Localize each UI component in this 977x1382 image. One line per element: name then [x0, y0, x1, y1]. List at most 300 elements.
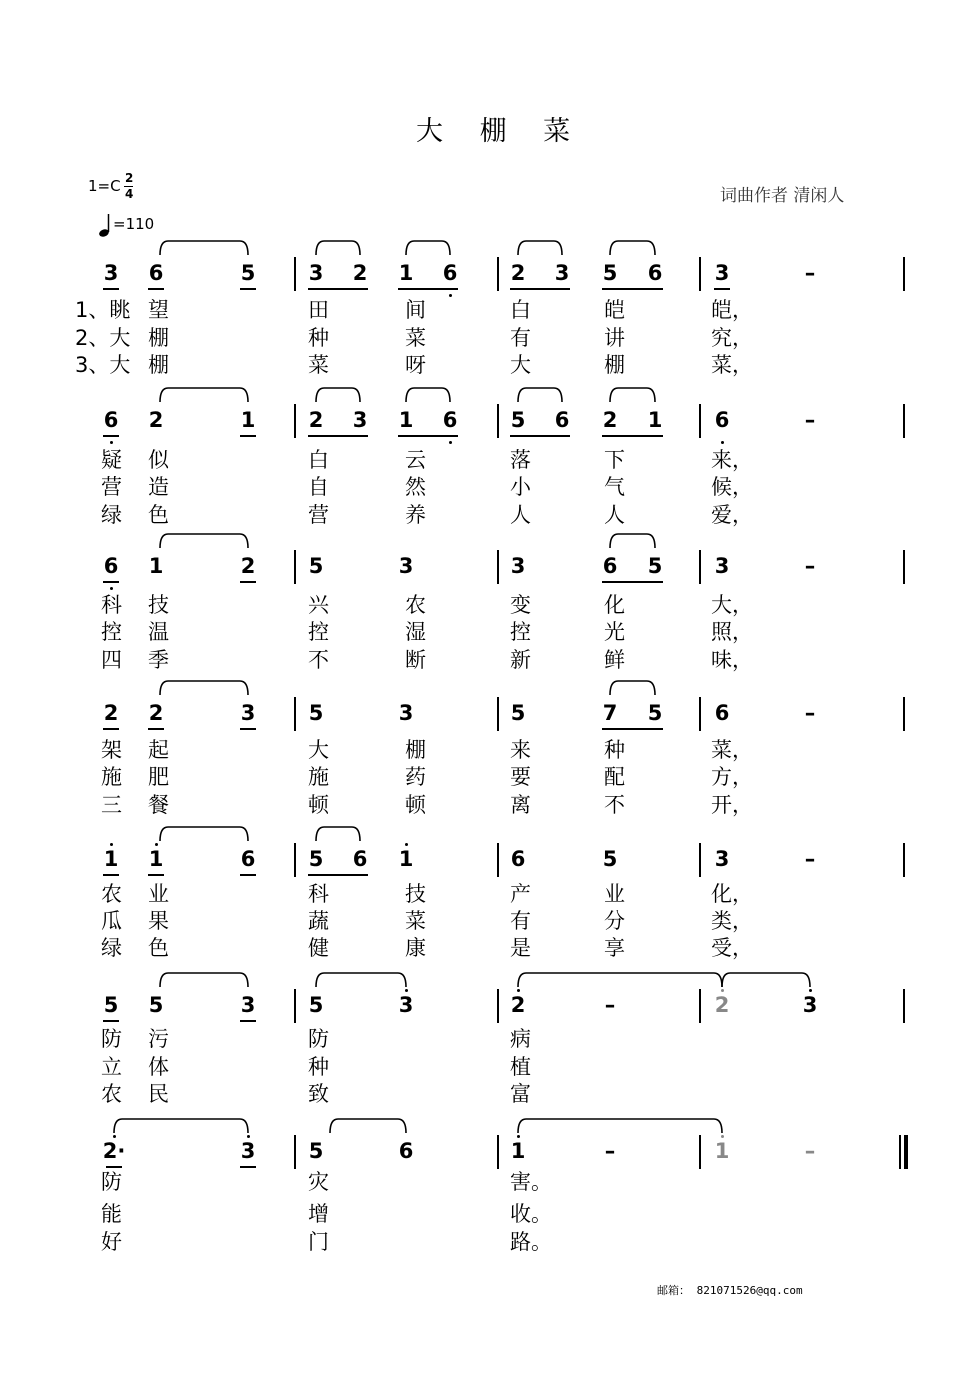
- lyric-syllable: 似: [148, 448, 169, 472]
- jianpu-note: 2: [308, 408, 324, 432]
- bar-line: [294, 843, 296, 877]
- lyric-syllable: 色: [148, 503, 169, 527]
- lyric-syllable: 是: [510, 936, 531, 960]
- beam-underline: [148, 288, 164, 290]
- jianpu-note: 2: [602, 408, 618, 432]
- lyric-syllable: 受，: [711, 936, 753, 960]
- beam-underline: [103, 581, 119, 583]
- jianpu-note: 3: [714, 554, 730, 578]
- bar-line: [497, 257, 499, 291]
- lyric-syllable: 菜: [405, 909, 426, 933]
- octave-up-dot: [155, 843, 158, 846]
- lyric-syllable: 鲜: [604, 648, 625, 672]
- jianpu-note: 6: [103, 554, 119, 578]
- lyric-syllable: 技: [148, 593, 169, 617]
- lyric-syllable: 来，: [711, 448, 753, 472]
- lyric-syllable: 架: [101, 738, 122, 762]
- tempo-marking: =110: [113, 215, 155, 233]
- jianpu-note: –: [804, 701, 816, 725]
- jianpu-note: 6: [442, 408, 458, 432]
- bar-line: [699, 257, 701, 291]
- slur-arc: [160, 388, 248, 402]
- lyric-syllable: 能: [101, 1202, 122, 1226]
- beam-underline: [240, 1020, 256, 1022]
- jianpu-note: 1: [103, 847, 119, 871]
- lyric-syllable: 棚: [148, 326, 169, 350]
- jianpu-note: 5: [510, 408, 526, 432]
- author-credit: 词曲作者 清闲人: [720, 186, 845, 206]
- jianpu-note: 2: [240, 554, 256, 578]
- lyric-syllable: 果: [148, 909, 169, 933]
- lyric-syllable: 棚: [604, 353, 625, 377]
- lyric-syllable: 造: [148, 475, 169, 499]
- lyric-syllable: 温: [148, 620, 169, 644]
- bar-line: [699, 1135, 701, 1169]
- lyric-syllable: 自: [308, 475, 329, 499]
- lyric-syllable: 绿: [101, 936, 122, 960]
- lyric-syllable: 餐: [148, 793, 169, 817]
- lyric-syllable: 菜，: [711, 353, 753, 377]
- octave-up-dot: [113, 1135, 116, 1138]
- lyric-syllable: 富: [510, 1082, 531, 1106]
- lyric-syllable: 防: [308, 1027, 329, 1051]
- key-signature: 1=C: [88, 177, 121, 195]
- lyric-syllable: 变: [510, 593, 531, 617]
- jianpu-note: 6: [352, 847, 368, 871]
- lyric-syllable: 然: [405, 475, 426, 499]
- lyric-syllable: 路。: [510, 1230, 552, 1254]
- jianpu-note: –: [804, 554, 816, 578]
- lyric-syllable: 健: [308, 936, 329, 960]
- jianpu-note: 6: [714, 701, 730, 725]
- jianpu-note: 3: [398, 701, 414, 725]
- beam-underline: [602, 435, 663, 437]
- lyric-syllable: 光: [604, 620, 625, 644]
- bar-line: [497, 989, 499, 1023]
- beam-underline: [240, 728, 256, 730]
- lyric-syllable: 皑: [604, 298, 625, 322]
- slur-arc: [406, 241, 450, 255]
- beam-underline: [602, 581, 663, 583]
- bar-line: [903, 257, 905, 291]
- lyric-syllable: 污: [148, 1027, 169, 1051]
- lyric-syllable: 菜: [405, 326, 426, 350]
- beam-underline: [240, 1166, 256, 1168]
- jianpu-note: 1: [148, 554, 164, 578]
- lyric-syllable: 技: [405, 882, 426, 906]
- lyric-syllable: 业: [604, 882, 625, 906]
- jianpu-note: 2: [510, 993, 526, 1017]
- lyric-syllable: 有: [510, 909, 531, 933]
- jianpu-note: 3: [240, 701, 256, 725]
- lyric-syllable: 植: [510, 1055, 531, 1079]
- lyric-syllable: 田: [308, 298, 329, 322]
- lyric-syllable: 照，: [711, 620, 753, 644]
- lyric-syllable: 起: [148, 738, 169, 762]
- slur-arc: [160, 241, 248, 255]
- lyric-syllable: 呀: [405, 353, 426, 377]
- slur-arc: [316, 827, 360, 841]
- lyric-syllable: 营: [101, 475, 122, 499]
- lyric-syllable: 好: [101, 1230, 122, 1254]
- lyric-syllable: 色: [148, 936, 169, 960]
- final-bar-line: [899, 1135, 901, 1169]
- bar-line: [497, 843, 499, 877]
- jianpu-note: 3: [714, 261, 730, 285]
- jianpu-note: 5: [602, 261, 618, 285]
- slur-arc: [610, 681, 655, 695]
- lyric-syllable: 新: [510, 648, 531, 672]
- jianpu-note: 2: [148, 408, 164, 432]
- slur-arc: [518, 1119, 722, 1133]
- lyric-syllable: 讲: [604, 326, 625, 350]
- jianpu-note: –: [804, 847, 816, 871]
- beam-underline: [602, 728, 663, 730]
- octave-up-dot: [809, 989, 812, 992]
- lyric-syllable: 控: [101, 620, 122, 644]
- jianpu-note: 6: [714, 408, 730, 432]
- lyric-syllable: 药: [405, 765, 426, 789]
- octave-up-dot: [721, 989, 724, 992]
- lyric-syllable: 种: [308, 1055, 329, 1079]
- time-signature-denominator: 4: [125, 187, 134, 201]
- lyric-syllable: 防: [101, 1170, 122, 1194]
- lyric-syllable: 3、大: [75, 353, 131, 377]
- lyric-syllable: 农: [405, 593, 426, 617]
- lyric-syllable: 种: [308, 326, 329, 350]
- jianpu-note: 6: [398, 1139, 414, 1163]
- lyric-syllable: 体: [148, 1055, 169, 1079]
- beam-underline: [308, 435, 368, 437]
- jianpu-note: 6: [554, 408, 570, 432]
- beam-underline: [308, 288, 368, 290]
- slur-arc: [610, 241, 655, 255]
- lyric-syllable: 要: [510, 765, 531, 789]
- jianpu-note: 6: [647, 261, 663, 285]
- lyric-syllable: 农: [101, 1082, 122, 1106]
- lyric-syllable: 类，: [711, 909, 753, 933]
- lyric-syllable: 白: [510, 298, 531, 322]
- jianpu-note: 2: [714, 993, 730, 1017]
- lyric-syllable: 人: [604, 503, 625, 527]
- lyric-syllable: 大: [308, 738, 329, 762]
- slur-arc: [160, 534, 248, 548]
- slur-arc: [518, 973, 722, 987]
- lyric-syllable: 候，: [711, 475, 753, 499]
- lyric-syllable: 来: [510, 738, 531, 762]
- slur-arc: [518, 241, 562, 255]
- jianpu-note: 3: [510, 554, 526, 578]
- lyric-syllable: 立: [101, 1055, 122, 1079]
- jianpu-note: 1: [398, 261, 414, 285]
- slur-arc: [610, 388, 655, 402]
- lyric-syllable: 味，: [711, 648, 753, 672]
- jianpu-note: 3: [398, 554, 414, 578]
- lyric-syllable: 化，: [711, 882, 753, 906]
- jianpu-note: 2: [148, 701, 164, 725]
- jianpu-note: 5: [602, 847, 618, 871]
- octave-up-dot: [721, 1135, 724, 1138]
- bar-line: [294, 989, 296, 1023]
- lyric-syllable: 季: [148, 648, 169, 672]
- lyric-syllable: 疑: [101, 448, 122, 472]
- lyric-syllable: 棚: [148, 353, 169, 377]
- lyric-syllable: 究，: [711, 326, 753, 350]
- octave-up-dot: [110, 843, 113, 846]
- jianpu-note: 2: [352, 261, 368, 285]
- lyric-syllable: 云: [405, 448, 426, 472]
- jianpu-note: 3: [802, 993, 818, 1017]
- jianpu-note: 5: [308, 993, 324, 1017]
- bar-line: [294, 550, 296, 584]
- beam-underline: [106, 1166, 122, 1168]
- jianpu-note: 6: [103, 408, 119, 432]
- jianpu-note: –: [804, 261, 816, 285]
- octave-down-dot: [721, 441, 724, 444]
- jianpu-note: 6: [148, 261, 164, 285]
- beam-underline: [103, 874, 119, 876]
- beam-underline: [714, 288, 730, 290]
- jianpu-note: 6: [602, 554, 618, 578]
- final-bar-line-thick: [904, 1135, 908, 1169]
- jianpu-note: –: [604, 1139, 616, 1163]
- bar-line: [903, 989, 905, 1023]
- octave-down-dot: [110, 441, 113, 444]
- lyric-syllable: 收。: [510, 1202, 552, 1226]
- lyric-syllable: 病: [510, 1027, 531, 1051]
- octave-up-dot: [405, 843, 408, 846]
- octave-down-dot: [449, 441, 452, 444]
- lyric-syllable: 离: [510, 793, 531, 817]
- jianpu-note: 5: [510, 701, 526, 725]
- lyric-syllable: 兴: [308, 593, 329, 617]
- jianpu-note: 6: [510, 847, 526, 871]
- lyric-syllable: 害。: [510, 1170, 552, 1194]
- bar-line: [294, 404, 296, 438]
- beam-underline: [148, 728, 164, 730]
- octave-up-dot: [405, 989, 408, 992]
- lyric-syllable: 人: [510, 503, 531, 527]
- lyric-syllable: 瓜: [101, 909, 122, 933]
- lyric-syllable: 顿: [308, 793, 329, 817]
- jianpu-note: 3: [398, 993, 414, 1017]
- jianpu-note: 2: [103, 701, 119, 725]
- beam-underline: [308, 874, 368, 876]
- lyric-syllable: 皑，: [711, 298, 753, 322]
- lyric-syllable: 致: [308, 1082, 329, 1106]
- lyric-syllable: 棚: [405, 738, 426, 762]
- slur-arc: [330, 1119, 406, 1133]
- jianpu-note: 1: [714, 1139, 730, 1163]
- lyric-syllable: 菜，: [711, 738, 753, 762]
- slur-arc: [160, 681, 248, 695]
- lyric-syllable: 种: [604, 738, 625, 762]
- time-signature-numerator: 2: [125, 171, 134, 185]
- bar-line: [497, 550, 499, 584]
- lyric-syllable: 大: [510, 353, 531, 377]
- lyric-syllable: 断: [405, 648, 426, 672]
- jianpu-note: 5: [240, 261, 256, 285]
- lyric-syllable: 落: [510, 448, 531, 472]
- beam-underline: [103, 435, 119, 437]
- slur-arc: [316, 973, 406, 987]
- lyric-syllable: 产: [510, 882, 531, 906]
- lyric-syllable: 控: [308, 620, 329, 644]
- jianpu-note: 1: [240, 408, 256, 432]
- lyric-syllable: 方，: [711, 765, 753, 789]
- bar-line: [294, 257, 296, 291]
- jianpu-note: 6: [442, 261, 458, 285]
- lyric-syllable: 白: [308, 448, 329, 472]
- lyric-syllable: 绿: [101, 503, 122, 527]
- lyric-syllable: 门: [308, 1230, 329, 1254]
- lyric-syllable: 农: [101, 882, 122, 906]
- jianpu-note: 5: [103, 993, 119, 1017]
- lyric-syllable: 民: [148, 1082, 169, 1106]
- lyric-syllable: 湿: [405, 620, 426, 644]
- lyric-syllable: 施: [308, 765, 329, 789]
- jianpu-note: 6: [240, 847, 256, 871]
- lyric-syllable: 望: [148, 298, 169, 322]
- beam-underline: [103, 728, 119, 730]
- contact-email: 邮箱： 821071526@qq.com: [657, 1284, 803, 1297]
- slur-arc: [518, 388, 562, 402]
- bar-line: [497, 404, 499, 438]
- jianpu-note: 5: [308, 701, 324, 725]
- lyric-syllable: 肥: [148, 765, 169, 789]
- bar-line: [497, 1135, 499, 1169]
- lyric-syllable: 菜: [308, 353, 329, 377]
- octave-up-dot: [517, 989, 520, 992]
- jianpu-note: 5: [308, 1139, 324, 1163]
- bar-line: [699, 404, 701, 438]
- jianpu-note: 3: [714, 847, 730, 871]
- jianpu-note: 2: [510, 261, 526, 285]
- lyric-syllable: 下: [604, 448, 625, 472]
- jianpu-note: 1: [647, 408, 663, 432]
- slur-arc: [160, 827, 248, 841]
- lyric-syllable: 顿: [405, 793, 426, 817]
- lyric-syllable: 蔬: [308, 909, 329, 933]
- lyric-syllable: 间: [405, 298, 426, 322]
- bar-line: [903, 843, 905, 877]
- slur-arc: [316, 388, 360, 402]
- beam-underline: [240, 581, 256, 583]
- jianpu-note: 3: [240, 1139, 256, 1163]
- jianpu-note: 1: [398, 408, 414, 432]
- bar-line: [903, 404, 905, 438]
- octave-up-dot: [247, 1135, 250, 1138]
- jianpu-note: 5: [148, 993, 164, 1017]
- jianpu-note: 3: [240, 993, 256, 1017]
- jianpu-note: 2·: [102, 1139, 126, 1163]
- beam-underline: [240, 435, 256, 437]
- bar-line: [903, 550, 905, 584]
- lyric-syllable: 施: [101, 765, 122, 789]
- lyric-syllable: 气: [604, 475, 625, 499]
- slur-arc: [316, 241, 360, 255]
- lyric-syllable: 小: [510, 475, 531, 499]
- jianpu-note: –: [604, 993, 616, 1017]
- lyric-syllable: 灾: [308, 1170, 329, 1194]
- lyric-syllable: 养: [405, 503, 426, 527]
- beam-underline: [103, 1020, 119, 1022]
- beam-underline: [240, 874, 256, 876]
- jianpu-note: 5: [647, 554, 663, 578]
- lyric-syllable: 三: [101, 793, 122, 817]
- octave-down-dot: [449, 294, 452, 297]
- bar-line: [699, 843, 701, 877]
- slur-arc: [160, 973, 248, 987]
- octave-up-dot: [517, 1135, 520, 1138]
- jianpu-note: 3: [308, 261, 324, 285]
- lyric-syllable: 享: [604, 936, 625, 960]
- slur-arc: [610, 534, 655, 548]
- lyric-syllable: 业: [148, 882, 169, 906]
- bar-line: [497, 697, 499, 731]
- beam-underline: [398, 435, 458, 437]
- lyric-syllable: 不: [308, 648, 329, 672]
- jianpu-note: 5: [647, 701, 663, 725]
- lyric-syllable: 控: [510, 620, 531, 644]
- lyric-syllable: 化: [604, 593, 625, 617]
- lyric-syllable: 四: [101, 648, 122, 672]
- jianpu-note: 7: [602, 701, 618, 725]
- jianpu-note: –: [804, 1139, 816, 1163]
- bar-line: [294, 1135, 296, 1169]
- jianpu-note: 1: [510, 1139, 526, 1163]
- slur-arc: [722, 973, 810, 987]
- lyric-syllable: 分: [604, 909, 625, 933]
- bar-line: [699, 550, 701, 584]
- jianpu-note: 3: [352, 408, 368, 432]
- lyric-syllable: 科: [308, 882, 329, 906]
- beam-underline: [510, 435, 570, 437]
- lyric-syllable: 开，: [711, 793, 753, 817]
- bar-line: [294, 697, 296, 731]
- jianpu-note: 1: [148, 847, 164, 871]
- lyric-syllable: 爱，: [711, 503, 753, 527]
- song-title: 大 棚 菜: [416, 116, 585, 147]
- beam-underline: [602, 288, 663, 290]
- lyric-syllable: 配: [604, 765, 625, 789]
- lyric-syllable: 不: [604, 793, 625, 817]
- jianpu-note: 3: [103, 261, 119, 285]
- beam-underline: [240, 288, 256, 290]
- slur-arc: [406, 388, 450, 402]
- jianpu-note: 5: [308, 554, 324, 578]
- slur-arc: [114, 1119, 248, 1133]
- bar-line: [903, 697, 905, 731]
- bar-line: [699, 989, 701, 1023]
- jianpu-note: 5: [308, 847, 324, 871]
- jianpu-note: 1: [398, 847, 414, 871]
- lyric-syllable: 防: [101, 1027, 122, 1051]
- jianpu-note: 3: [554, 261, 570, 285]
- jianpu-note: –: [804, 408, 816, 432]
- lyric-syllable: 科: [101, 593, 122, 617]
- beam-underline: [148, 874, 164, 876]
- lyric-syllable: 增: [308, 1202, 329, 1226]
- lyric-syllable: 营: [308, 503, 329, 527]
- lyric-syllable: 有: [510, 326, 531, 350]
- beam-underline: [510, 288, 570, 290]
- lyric-syllable: 康: [405, 936, 426, 960]
- lyric-syllable: 大，: [711, 593, 753, 617]
- bar-line: [699, 697, 701, 731]
- lyric-syllable: 2、大: [75, 326, 131, 350]
- beam-underline: [103, 288, 119, 290]
